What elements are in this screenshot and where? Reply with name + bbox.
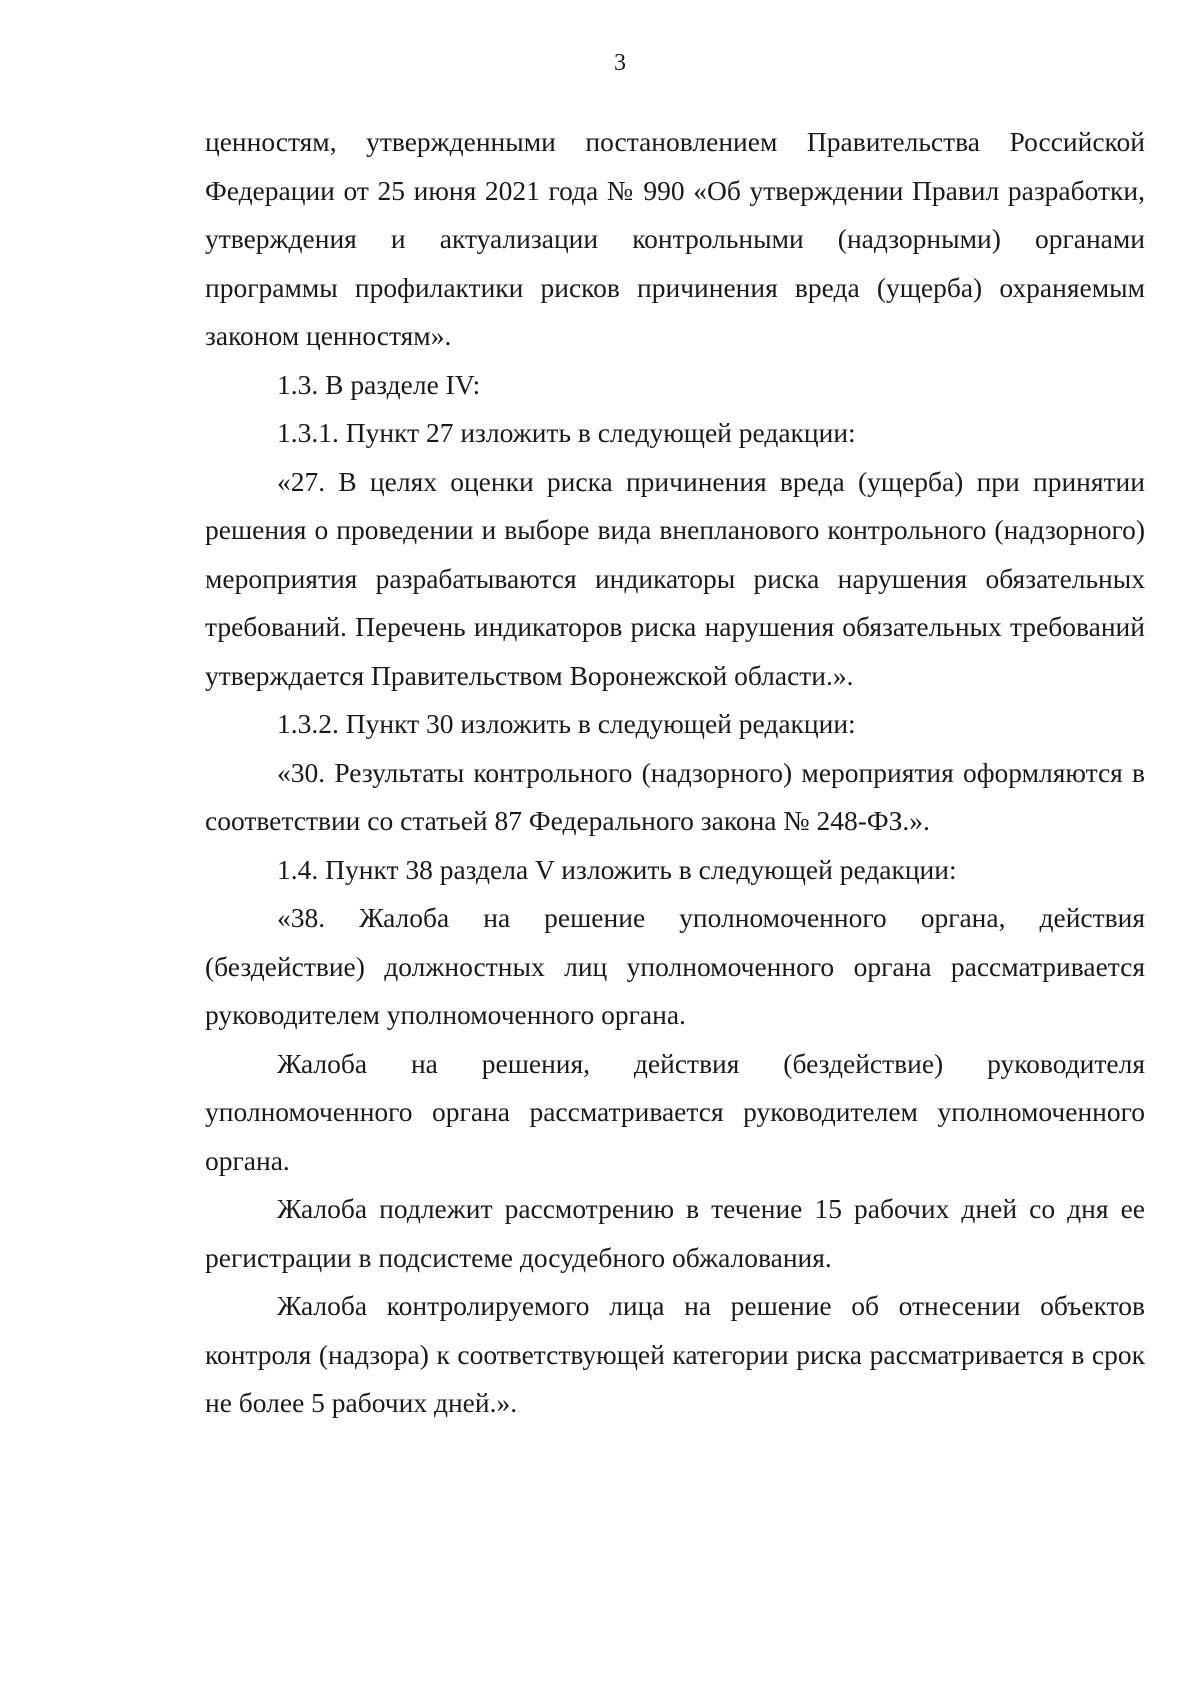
paragraph-item-1-4: 1.4. Пункт 38 раздела V изложить в следующей редакции: — [277, 853, 957, 885]
paragraph-item-1-3-2: 1.3.2. Пункт 30 изложить в следующей редакции: — [277, 708, 856, 739]
document-body — [205, 118, 1145, 1428]
paragraph-complaint-risk-category: Жалоба контролируемого лица на решение об отнесении объектов контроля (надзора) к соответствующей категории риска рассматривается в срок не более 5 рабочих дней.». — [205, 1290, 1145, 1418]
paragraph-continuation: ценностям, утвержденными постановлением Правительства Российской Федерации от 25 июня 2021 года № 990 «Об утверждении Правил разработки, утверждения и актуализации контрольными (надзорными) органами программы профилактики рисков причинения вреда (ущерба) охраняемым законом ценностям». — [205, 126, 1145, 351]
paragraph-point-30: «30. Результаты контрольного (надзорного) мероприятия оформляются в соответствии со статьей 87 Федерального закона № 248-ФЗ.». — [205, 756, 1145, 836]
paragraph-point-27: «27. В целях оценки риска причинения вреда (ущерба) при принятии решения о проведении и выборе вида внепланового контрольного (надзорного) мероприятия разрабатываются индикаторы риска нарушения обязательных требований. Перечень индикаторов риска нарушения обязательных требований утверждается Правительством Воронежской области.». — [205, 465, 1145, 691]
paragraph-section-1-3: 1.3. В разделе IV: — [277, 368, 481, 400]
paragraph-point-38: «38. Жалоба на решение уполномоченного органа, действия (бездействие) должностных лиц уполномоченного органа рассматривается руководителем уполномоченного органа. — [205, 902, 1145, 1030]
paragraph-complaint-term: Жалоба подлежит рассмотрению в течение 15 рабочих дней со дня ее регистрации в подсистеме досудебного обжалования. — [205, 1193, 1145, 1273]
paragraph-item-1-3-1: 1.3.1. Пункт 27 изложить в следующей редакции: — [277, 417, 856, 448]
page-number: 3 — [614, 50, 626, 76]
paragraph-complaint-head: Жалоба на решения, действия (бездействие) руководителя уполномоченного органа рассматривается руководителем уполномоченного органа. — [205, 1047, 1145, 1176]
